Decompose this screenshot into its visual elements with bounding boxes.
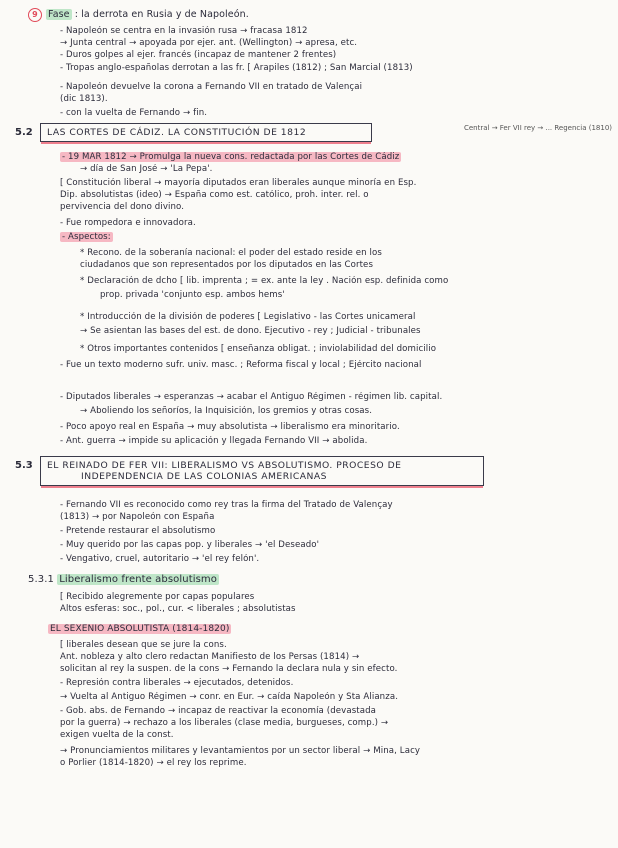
section-5-3-title-line-2: INDEPENDENCIA DE LAS COLONIAS AMERICANAS xyxy=(81,471,328,482)
s52-line-17: → Aboliendo los señoríos, la Inquisición, los gremios y otras cosas. xyxy=(80,406,373,416)
section-5-3-title-line-1: EL REINADO DE FER VII: LIBERALISMO VS ABSOLUTISMO. PROCESO DE xyxy=(47,460,402,471)
s531-line-6: - Represión contra liberales → ejecutados, detenidos. xyxy=(60,678,294,688)
sexenio-highlight: EL SEXENIO ABSOLUTISTA (1814-1820) xyxy=(50,624,230,634)
s531-line-7: → Vuelta al Antiguo Régimen → conr. en Eur. → caída Napoleón y Sta Alianza. xyxy=(60,692,399,702)
header-title-rest: : la derrota en Rusia y de Napoleón. xyxy=(74,9,249,20)
s52-line-16: - Diputados liberales → esperanzas → acabar el Antiguo Régimen - régimen lib. capital. xyxy=(60,392,443,402)
s52-line-6: - Fue rompedora e innovadora. xyxy=(60,218,196,228)
s52-line-10 xyxy=(80,276,610,286)
date-highlight: - 19 MAR 1812 → Promulga la nueva cons. redactada por las Cortes de Cádiz xyxy=(62,152,400,162)
s53-line-3: - Pretende restaurar el absolutismo xyxy=(60,526,216,536)
s52-line-14 xyxy=(80,344,610,354)
s531-line-9: por la guerra) → rechazo a los liberales (clase media, burgueses, comp.) → xyxy=(60,718,389,728)
section-5-2-number: 5.2 xyxy=(15,127,33,138)
s531-line-4: Ant. nobleza y alto clero redactan Manifiesto de los Persas (1814) → xyxy=(60,652,360,662)
intro-line-2: → Junta central → apoyada por ejer. ant. (Wellington) → apresa, etc. xyxy=(60,38,358,48)
declaracion-line: * Declaración de dcho [ lib. imprenta ; = ex. ante la ley . Nación esp. definida como xyxy=(80,276,449,286)
section-5-3-1-heading xyxy=(28,574,610,586)
s531-line-1: [ Recibido alegremente por capas populares xyxy=(60,592,255,602)
section-number-badge: 9 xyxy=(28,8,42,22)
intro-line-6: (dic 1813). xyxy=(60,94,108,104)
s53-line-5: - Vengativo, cruel, autoritario → 'el rey felón'. xyxy=(60,554,260,564)
intro-line-5: - Napoleón devuelve la corona a Fernando VII en tratado de Valençai xyxy=(60,82,363,92)
s531-line-10: exigen vuelta de la const. xyxy=(60,730,174,740)
intro-line-7: - con la vuelta de Fernando → fin. xyxy=(60,108,208,118)
s52-line-13: → Se asientan las bases del est. de dono. Ejecutivo - rey ; Judicial - tribunales xyxy=(80,326,421,336)
section-5-2-title: LAS CORTES DE CÁDIZ. LA CONSTITUCIÓN DE 1812 xyxy=(40,123,372,142)
s52-line-15: - Fue un texto moderno sufr. univ. masc. ; Reforma fiscal y local ; Ejército nacional xyxy=(60,360,422,370)
intro-line-1: - Napoleón se centra en la invasión rusa → fracasa 1812 xyxy=(60,26,308,36)
s52-line-12 xyxy=(80,312,610,322)
division-poderes-line: * Introducción de la división de poderes [ Legislativo - las Cortes unicameral xyxy=(80,312,416,322)
header-title-highlight: Fase xyxy=(48,9,70,20)
section-5-3-1-number: 5.3.1 xyxy=(28,574,54,585)
s52-line-1 xyxy=(60,152,610,162)
section-5-3-number: 5.3 xyxy=(15,460,33,471)
s52-line-7 xyxy=(60,232,610,242)
s52-line-11: prop. privada 'conjunto esp. ambos hems' xyxy=(100,290,285,300)
s531-line-3: [ liberales desean que se jure la cons. xyxy=(60,640,227,650)
s53-line-2: (1813) → por Napoleón con España xyxy=(60,512,215,522)
header-line xyxy=(28,8,610,22)
s531-line-11: → Pronunciamientos militares y levantamientos por un sector liberal → Mina, Lacy xyxy=(60,746,421,756)
s52-line-19: - Ant. guerra → impide su aplicación y llegada Fernando VII → abolida. xyxy=(60,436,368,446)
section-5-3-title xyxy=(40,456,484,486)
intro-line-3: - Duros golpes al ejer. francés (incapaz de mantener 2 frentes) xyxy=(60,50,337,60)
aspectos-highlight: - Aspectos: xyxy=(62,232,111,242)
s531-line-5: solicitan al rey la suspen. de la cons → Fernando la declara nula y sin efecto. xyxy=(60,664,398,674)
s52-line-9: ciudadanos que son representados por los diputados en las Cortes xyxy=(80,260,374,270)
s53-line-4: - Muy querido por las capas pop. y liberales → 'el Deseado' xyxy=(60,540,320,550)
s531-line-12: o Porlier (1814-1820) → el rey los reprime. xyxy=(60,758,247,768)
s52-line-8 xyxy=(80,248,610,258)
s52-line-4: Dip. absolutistas (ideo) → España como est. católico, proh. inter. rel. o xyxy=(60,190,369,200)
s53-line-1: - Fernando VII es reconocido como rey tras la firma del Tratado de Valençay xyxy=(60,500,393,510)
intro-line-4: - Tropas anglo-españolas derrotan a las fr. [ Arapiles (1812) ; San Marcial (1813) xyxy=(60,63,413,73)
s52-line-2: → día de San José → 'La Pepa'. xyxy=(80,164,213,174)
sexenio-line xyxy=(48,624,610,634)
s531-line-8: - Gob. abs. de Fernando → incapaz de reactivar la economía (devastada xyxy=(60,706,377,716)
otros-contenidos-line: * Otros importantes contenidos [ enseñanza obligat. ; inviolabilidad del domicilio xyxy=(80,344,437,354)
s531-line-2: Altos esferas: soc., pol., cur. < liberales ; absolutistas xyxy=(60,604,296,614)
s52-line-18: - Poco apoyo real en España → muy absolutista → liberalismo era minoritario. xyxy=(60,422,400,432)
section-5-3-1-title: Liberalismo frente absolutismo xyxy=(59,574,217,585)
s52-line-3: [ Constitución liberal → mayoría diputados eran liberales aunque minoría en Esp. xyxy=(60,178,417,188)
s52-line-5: pervivencia del dono divino. xyxy=(60,202,185,212)
soberania-line: * Recono. de la soberanía nacional: el poder del estado reside en los xyxy=(80,248,382,258)
section-5-2-side-note: Central → Fer VII rey → ... Regencia (1810) xyxy=(463,124,612,132)
